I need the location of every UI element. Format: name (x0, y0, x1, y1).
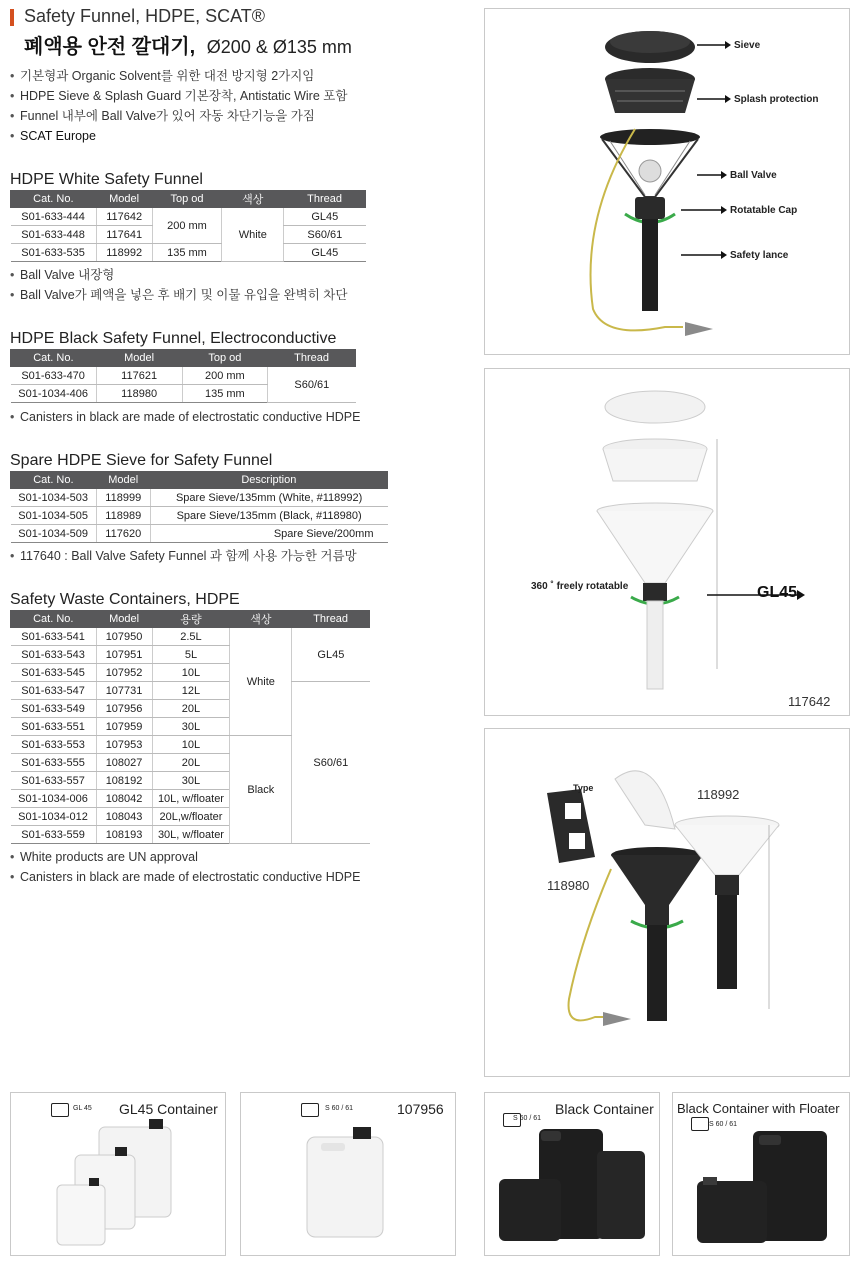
thread: S60/61 (284, 226, 366, 244)
cat-no: S01-633-444 (11, 208, 97, 226)
callout-safety-lance: Safety lance (730, 250, 789, 261)
volume: 2.5L (152, 628, 230, 646)
page-title: Safety Funnel, HDPE, SCAT® (24, 6, 266, 26)
model-118980-label: 118980 (547, 878, 590, 893)
top-od: 200 mm (182, 367, 268, 385)
volume: 30L (152, 718, 230, 736)
panel-title: Black Container (555, 1101, 654, 1117)
model: 117620 (96, 525, 150, 543)
page-subtitle (24, 30, 352, 59)
table-row (11, 367, 356, 385)
list-item: • HDPE Sieve & Splash Guard 기본장착, Antistatic Wire 포함 (10, 86, 470, 106)
model-118992-label: 118992 (697, 787, 740, 802)
table-header-row (11, 472, 388, 489)
top-od: 200 mm (152, 208, 222, 244)
model: 108043 (96, 808, 152, 826)
volume: 30L (152, 772, 230, 790)
cap-shape (643, 583, 667, 601)
model: 118980 (96, 385, 182, 403)
list-item: • Canisters in black are made of electrostatic conductive HDPE (10, 867, 470, 887)
callout-rotatable-cap: Rotatable Cap (730, 205, 798, 216)
type-lid-shape (547, 789, 595, 863)
thread: GL45 (292, 628, 370, 682)
cat-no: S01-1034-503 (11, 489, 97, 507)
panel-title: 107956 (397, 1101, 444, 1117)
color: Black (230, 736, 292, 844)
subtitle-korean: 폐액용 안전 깔대기, (24, 36, 196, 58)
thread: GL45 (284, 208, 366, 226)
antistatic-wire-shape (591, 129, 683, 330)
white-funnel-shape (597, 511, 713, 583)
table-row (11, 628, 370, 646)
black-funnel-table (10, 349, 356, 403)
col-header: Cat. No. (11, 350, 97, 367)
black-funnel-notes (10, 407, 470, 427)
volume: 20L (152, 754, 230, 772)
model: 107950 (96, 628, 152, 646)
col-header: Model (96, 611, 152, 628)
col-header: 색상 (222, 191, 284, 208)
icon-label: S 60 / 61 (325, 1105, 354, 1112)
cat-no: S01-633-541 (11, 628, 97, 646)
col-header: Model (96, 472, 150, 489)
table-row (11, 208, 366, 226)
type-label: Type (573, 783, 594, 793)
col-header: Top od (152, 191, 222, 208)
volume: 30L, w/floater (152, 826, 230, 844)
panel-title: GL45 Container (119, 1101, 218, 1117)
color: White (230, 628, 292, 736)
list-item: • SCAT Europe (10, 126, 470, 146)
table-header-row (11, 191, 366, 208)
col-header: 용량 (152, 611, 230, 628)
model: 117621 (96, 367, 182, 385)
rotatable-label: 360 ˚ freely rotatable (531, 581, 629, 592)
description: Spare Sieve/200mm (150, 525, 387, 543)
cat-no: S01-1034-006 (11, 790, 97, 808)
model: 108042 (96, 790, 152, 808)
cat-no: S01-633-448 (11, 226, 97, 244)
model-117642-label: 117642 (788, 694, 831, 709)
model: 107952 (96, 664, 152, 682)
gl45-containers-illustration (11, 1093, 226, 1256)
cat-no: S01-1034-406 (11, 385, 97, 403)
table-header-row (11, 611, 370, 628)
cat-no: S01-633-559 (11, 826, 97, 844)
intro-bullets (10, 66, 470, 146)
top-od: 135 mm (152, 244, 222, 262)
model: 118989 (96, 507, 150, 525)
cat-no: S01-633-547 (11, 682, 97, 700)
model: 108027 (96, 754, 152, 772)
volume: 10L, w/floater (152, 790, 230, 808)
volume: 5L (152, 646, 230, 664)
model: 118999 (96, 489, 150, 507)
section-title-containers: Safety Waste Containers, HDPE (10, 591, 240, 608)
black-container-panel (484, 1092, 660, 1256)
cat-no: S01-633-555 (11, 754, 97, 772)
callout-splash-protection: Splash protection (734, 94, 819, 105)
table-row (11, 507, 388, 525)
funnel-types-illustration (485, 729, 850, 1077)
cat-no: S01-633-535 (11, 244, 97, 262)
table-header-row (11, 350, 356, 367)
subtitle-dimensions: Ø200 & Ø135 mm (206, 37, 352, 57)
spare-sieve-notes (10, 546, 470, 566)
col-header: Thread (284, 191, 366, 208)
col-header: 색상 (230, 611, 292, 628)
cat-no: S01-1034-012 (11, 808, 97, 826)
containers-notes (10, 847, 470, 887)
section-title-white-funnel: HDPE White Safety Funnel (10, 171, 203, 188)
white-funnel-notes (10, 265, 470, 305)
cat-no: S01-1034-505 (11, 507, 97, 525)
col-header: Cat. No. (11, 472, 97, 489)
white-funnel-illustration (485, 369, 850, 716)
containers-table (10, 610, 370, 844)
gl45-container-panel (10, 1092, 226, 1256)
model: 118992 (96, 244, 152, 262)
section-title-black-funnel: HDPE Black Safety Funnel, Electroconductive (10, 330, 337, 347)
col-header: Cat. No. (11, 191, 97, 208)
col-header: Model (96, 350, 182, 367)
col-header: Cat. No. (11, 611, 97, 628)
white-funnel-table (10, 190, 366, 262)
col-header: Thread (292, 611, 370, 628)
black-container-floater-panel (672, 1092, 850, 1256)
model: 117641 (96, 226, 152, 244)
icon-label: GL 45 (73, 1105, 92, 1112)
cat-no: S01-633-553 (11, 736, 97, 754)
col-header: Thread (268, 350, 356, 367)
white-sieve-shape (605, 391, 705, 423)
white-lance-shape (647, 601, 663, 689)
list-item: • Funnel 내부에 Ball Valve가 있어 자동 차단기능을 가짐 (10, 106, 470, 126)
container-107956-illustration (241, 1093, 456, 1256)
table-row (11, 489, 388, 507)
white-funnel-figure (484, 368, 850, 716)
white-funnel-lance-shape (717, 895, 737, 989)
list-item: • Canisters in black are made of electrostatic conductive HDPE (10, 407, 470, 427)
accent-bar (10, 9, 14, 26)
cat-no: S01-633-470 (11, 367, 97, 385)
model: 108192 (96, 772, 152, 790)
black-floater-illustration (673, 1093, 850, 1256)
section-title-spare-sieve: Spare HDPE Sieve for Safety Funnel (10, 452, 273, 469)
cat-no: S01-633-545 (11, 664, 97, 682)
model: 107953 (96, 736, 152, 754)
container-107956-panel (240, 1092, 456, 1256)
black-lance-shape (647, 925, 667, 1021)
table-row (11, 682, 370, 700)
volume: 10L (152, 664, 230, 682)
cat-no: S01-633-551 (11, 718, 97, 736)
list-item: • Ball Valve 내장형 (10, 265, 470, 285)
panel-title: Black Container with Floater (677, 1101, 840, 1116)
table-row (11, 525, 388, 543)
col-header: Description (150, 472, 387, 489)
list-item: • White products are UN approval (10, 847, 470, 867)
ball-valve-shape (639, 160, 661, 182)
cat-no: S01-633-557 (11, 772, 97, 790)
volume: 10L (152, 736, 230, 754)
callout-sieve: Sieve (734, 40, 761, 51)
model: 117642 (96, 208, 152, 226)
icon-label: S 60 / 61 (709, 1121, 738, 1128)
callout-ball-valve: Ball Valve (730, 170, 777, 181)
col-header: Model (96, 191, 152, 208)
model: 108193 (96, 826, 152, 844)
thread-gl45-label: GL45 (757, 584, 798, 601)
thread: S60/61 (292, 682, 370, 844)
funnel-exploded-illustration (485, 9, 850, 355)
thread: S60/61 (268, 367, 356, 403)
volume: 12L (152, 682, 230, 700)
funnel-types-figure (484, 728, 850, 1077)
cat-no: S01-633-549 (11, 700, 97, 718)
description: Spare Sieve/135mm (White, #118992) (150, 489, 387, 507)
model: 107951 (96, 646, 152, 664)
description: Spare Sieve/135mm (Black, #118980) (150, 507, 387, 525)
volume: 20L,w/floater (152, 808, 230, 826)
col-header: Top od (182, 350, 268, 367)
white-lid-shape (615, 771, 675, 829)
list-item: • Ball Valve가 폐액을 넣은 후 배기 및 이물 유입을 완벽히 차단 (10, 285, 470, 305)
model: 107959 (96, 718, 152, 736)
funnel-exploded-figure (484, 8, 850, 355)
top-od: 135 mm (182, 385, 268, 403)
cat-no: S01-1034-509 (11, 525, 97, 543)
cat-no: S01-633-543 (11, 646, 97, 664)
thread: GL45 (284, 244, 366, 262)
list-item: • 117640 : Ball Valve Safety Funnel 과 함께 사용 가능한 거름망 (10, 546, 470, 566)
funnel-rim-shape (600, 129, 700, 145)
safety-lance-shape (642, 219, 658, 311)
model: 107956 (96, 700, 152, 718)
table-row (11, 244, 366, 262)
list-item: • 기본형과 Organic Solvent를 위한 대전 방지형 2가지임 (10, 66, 470, 86)
rotatable-cap-shape (635, 197, 665, 219)
icon-label: S 60 / 61 (513, 1115, 542, 1122)
black-funnel-shape (611, 855, 703, 905)
spare-sieve-table (10, 471, 388, 543)
volume: 20L (152, 700, 230, 718)
model: 107731 (96, 682, 152, 700)
color: White (222, 208, 284, 262)
black-containers-illustration (485, 1093, 660, 1256)
